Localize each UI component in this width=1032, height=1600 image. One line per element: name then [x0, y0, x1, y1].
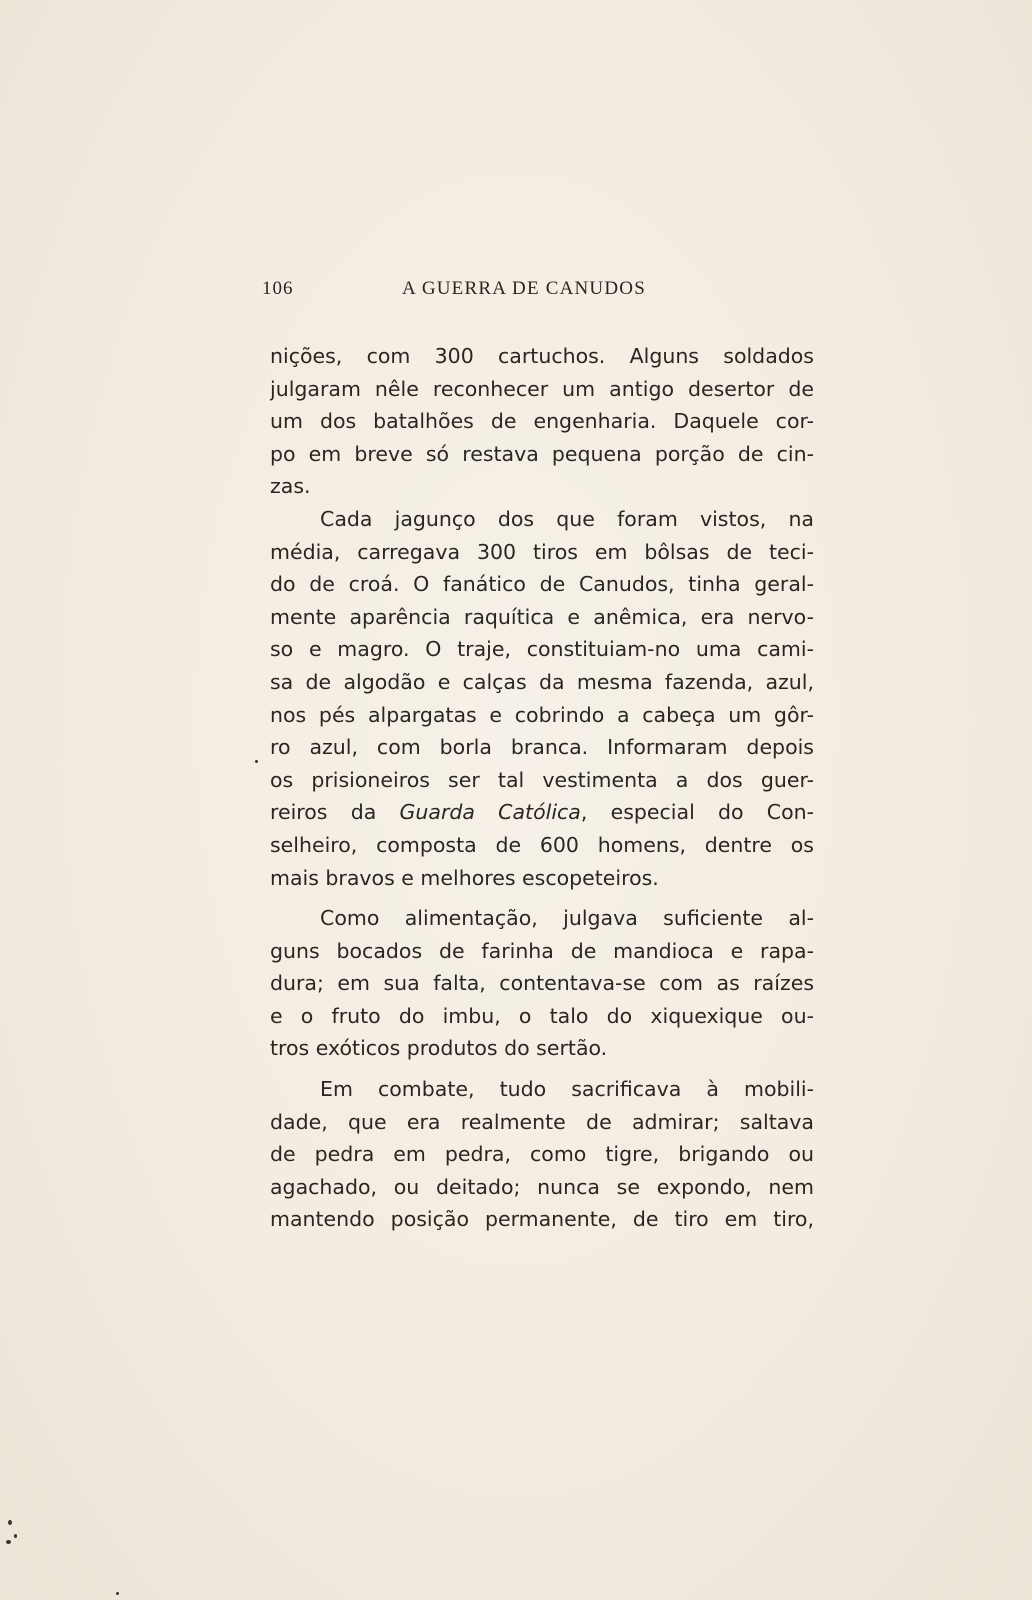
- text-line: do de croá. O fanático de Canudos, tinha geral-: [270, 572, 814, 597]
- scan-speck: [8, 1520, 12, 1525]
- running-title: A GUERRA DE CANUDOS: [402, 278, 646, 299]
- scan-speck: [6, 1540, 11, 1544]
- text-line: so e magro. O traje, constituiam-no uma cami-: [270, 637, 814, 662]
- text-line: nos pés alpargatas e cobrindo a cabeça um gôr-: [270, 702, 814, 727]
- text-line: guns bocados de farinha de mandioca e rapa-: [270, 938, 814, 963]
- scan-speck: [255, 760, 258, 763]
- page-number: 106: [262, 278, 294, 299]
- text-line: nições, com 300 cartuchos. Alguns soldados: [270, 344, 814, 368]
- paragraph-gap: [270, 894, 814, 902]
- text-line: Em combate, tudo sacrificava à mobili-: [320, 1077, 814, 1102]
- body-text: [270, 340, 814, 1236]
- text-line: mais bravos e melhores escopeteiros.: [270, 865, 659, 890]
- text-line: os prisioneiros ser tal vestimenta a dos guer-: [270, 767, 814, 792]
- text-line: um dos batalhões de engenharia. Daquele cor-: [270, 409, 814, 434]
- text-line: de pedra em pedra, como tigre, brigando ou: [270, 1142, 814, 1167]
- text-line: agachado, ou deitado; nunca se expondo, nem: [270, 1174, 814, 1199]
- text-line: selheiro, composta de 600 homens, dentre os: [270, 832, 814, 857]
- text-line: Como alimentação, julgava suficiente al-: [320, 906, 814, 931]
- text-line: mente aparência raquítica e anêmica, era nervo-: [270, 604, 814, 629]
- running-head: [262, 278, 822, 304]
- text-line: po em breve só restava pequena porção de cin-: [270, 441, 814, 466]
- scan-speck: [116, 1592, 119, 1595]
- text-line: e o fruto do imbu, o talo do xiquexique ou-: [270, 1003, 814, 1028]
- text-line: sa de algodão e calças da mesma fazenda, azul,: [270, 669, 814, 694]
- text-line: média, carregava 300 tiros em bôlsas de teci-: [270, 539, 814, 564]
- text-line: mantendo posição permanente, de tiro em tiro,: [270, 1207, 814, 1232]
- text-line: ro azul, com borla branca. Informaram depois: [270, 735, 814, 760]
- scan-speck: [14, 1534, 17, 1538]
- text-line: reiros da Guarda Católica, especial do Con-: [270, 800, 814, 825]
- text-line: dura; em sua falta, contentava-se com as raízes: [270, 971, 814, 996]
- text-line: julgaram nêle reconhecer um antigo desertor de: [270, 376, 814, 401]
- text-line: dade, que era realmente de admirar; saltava: [270, 1109, 814, 1134]
- text-line: zas.: [270, 474, 311, 499]
- text-line: tros exóticos produtos do sertão.: [270, 1036, 608, 1061]
- italic-term: Guarda Católica: [399, 800, 581, 825]
- text-line: Cada jagunço dos que foram vistos, na: [320, 506, 814, 531]
- paragraph-gap: [270, 1065, 814, 1073]
